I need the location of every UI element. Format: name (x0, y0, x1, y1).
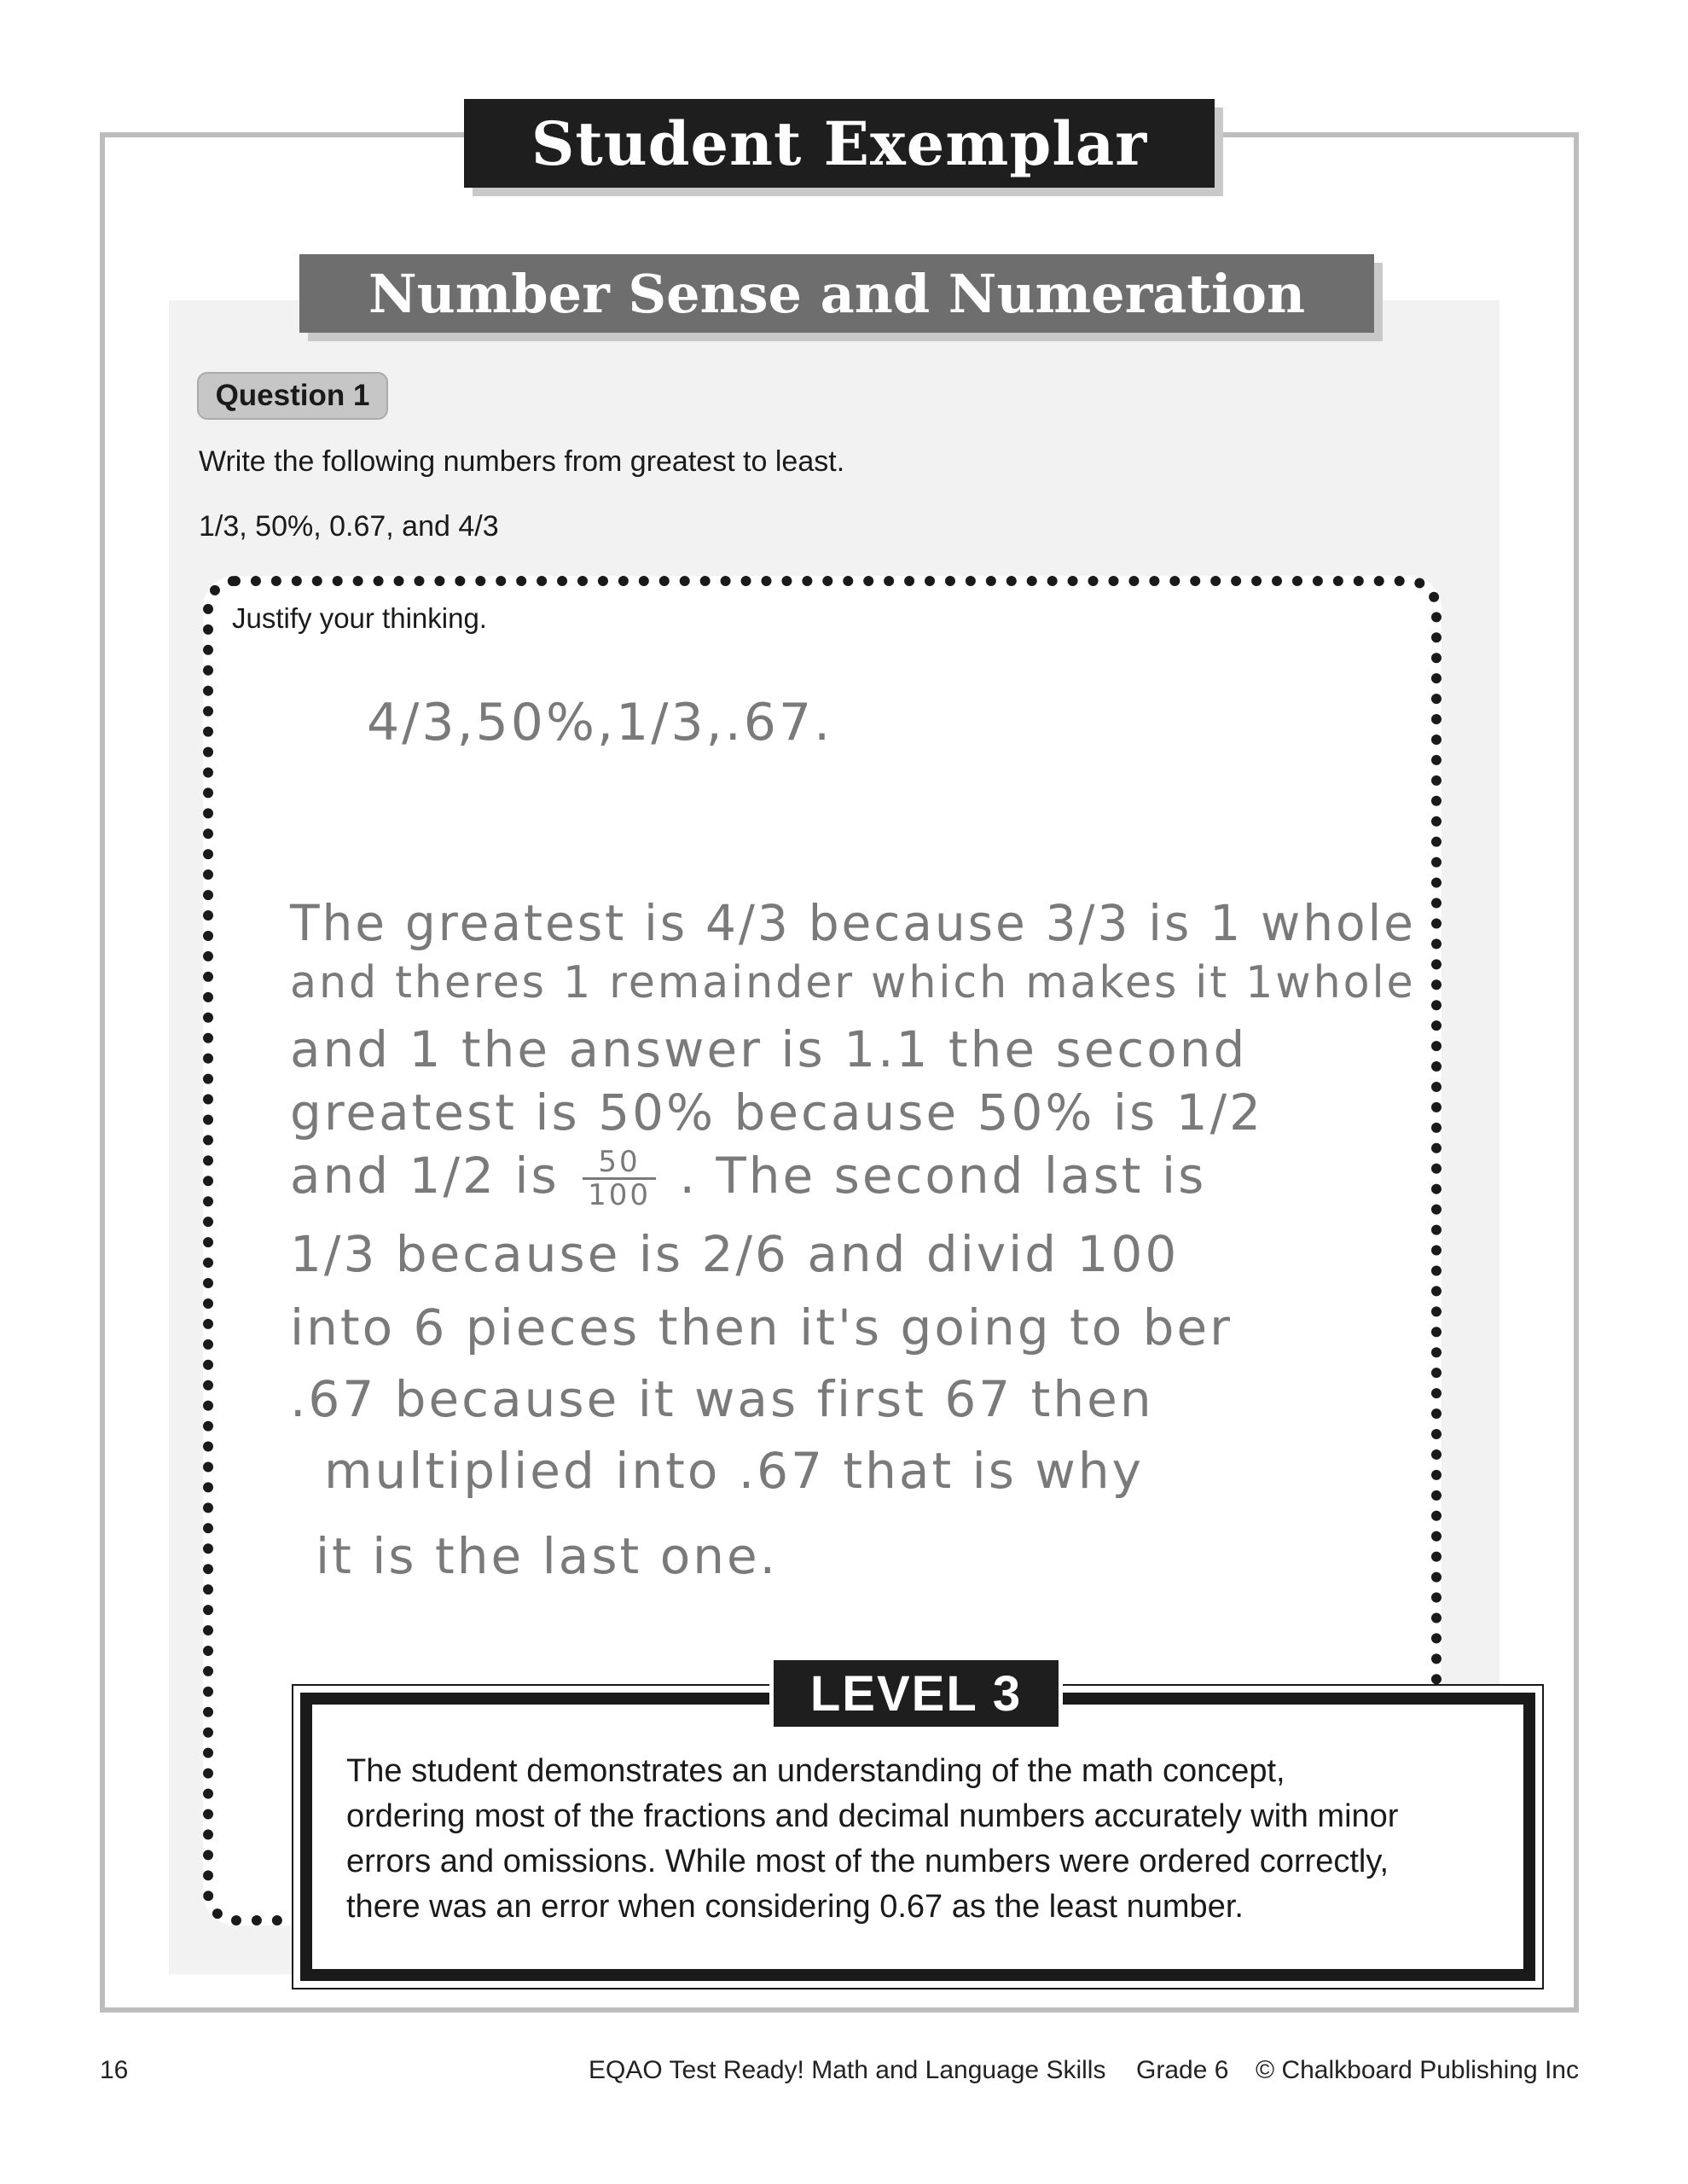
answer-line-6: 1/3 because is 2/6 and divid 100 (290, 1225, 1180, 1283)
answer-line-7: into 6 pieces then it's going to ber (290, 1298, 1233, 1356)
footer-book-title: EQAO Test Ready! Math and Language Skills (589, 2056, 1106, 2084)
answer-line-5 (290, 1147, 1206, 1211)
answer-line-9: multiplied into .67 that is why (324, 1442, 1144, 1500)
answer-line-1: The greatest is 4/3 because 3/3 is 1 whole (290, 894, 1416, 952)
level-feedback-line: errors and omissions. While most of the numbers were ordered correctly, (346, 1844, 1389, 1879)
level-badge: LEVEL 3 (769, 1656, 1063, 1731)
level-feedback-text (346, 1749, 1506, 1930)
question-numbers: 1/3, 50%, 0.67, and 4/3 (199, 510, 499, 543)
fraction-denominator: 100 (588, 1178, 652, 1213)
page-title: Student Exemplar (531, 107, 1148, 179)
level-feedback-line: there was an error when considering 0.67 as the least number. (346, 1889, 1244, 1925)
question-badge: Question 1 (197, 372, 388, 420)
footer-grade: Grade 6 (1136, 2056, 1229, 2084)
footer-copyright: © Chalkboard Publishing Inc (1256, 2056, 1579, 2084)
section-banner (299, 254, 1374, 333)
answer-line-10: it is the last one. (316, 1527, 779, 1585)
question-prompt: Write the following numbers from greatest to least. (199, 445, 845, 478)
answer-line-3: and 1 the answer is 1.1 the second (290, 1020, 1248, 1078)
answer-order: 4/3,50%,1/3,.67. (367, 693, 833, 752)
justify-label: Justify your thinking. (232, 602, 487, 634)
title-banner (464, 99, 1215, 188)
fraction-numerator: 50 (583, 1147, 656, 1180)
level-feedback-line: The student demonstrates an understanding of the math concept, (346, 1753, 1285, 1789)
answer-line-8: .67 because it was first 67 then (290, 1370, 1154, 1428)
answer-line-5-end: . The second last is (679, 1147, 1207, 1205)
fraction-50-100 (583, 1147, 656, 1211)
level-feedback-line: ordering most of the fractions and decimal numbers accurately with minor (346, 1798, 1399, 1834)
answer-line-2: and theres 1 remainder which makes it 1whole (290, 957, 1416, 1008)
page-number: 16 (100, 2056, 129, 2084)
answer-line-4: greatest is 50% because 50% is 1/2 (290, 1083, 1264, 1141)
answer-line-5-start: and 1/2 is (290, 1147, 560, 1205)
section-title: Number Sense and Numeration (368, 262, 1306, 325)
